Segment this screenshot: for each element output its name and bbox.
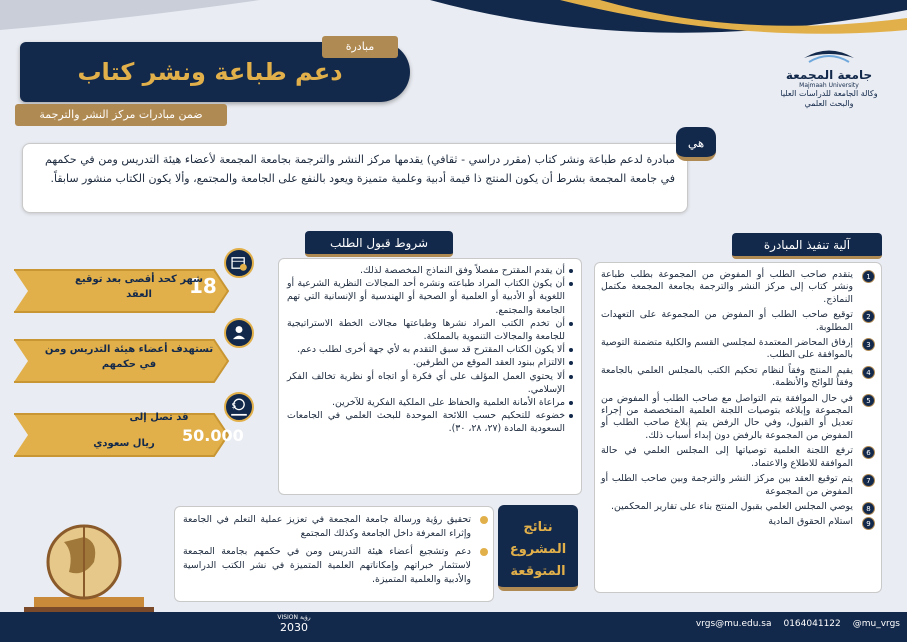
audience-text: تستهدف أعضاء هيئة التدريس ومن في حكمهم — [44, 344, 214, 370]
conditions-box — [278, 258, 582, 495]
step-text: يتم توقيع العقد بين مركز النشر والترجمة وبين صاحب الطلب أو المفوض من المجموعة — [601, 473, 853, 497]
page-subtitle: ضمن مبادرات مركز النشر والترجمة — [15, 104, 227, 126]
vision-2030-logo — [268, 613, 320, 639]
university-logo — [769, 38, 889, 109]
conditions-heading: شروط قبول الطلب — [305, 231, 453, 257]
mechanism-step — [601, 445, 871, 470]
outcomes-badge-line2: المشروع — [509, 542, 567, 557]
duration-text: شهر كحد أقصى بعد توقيع العقد — [75, 274, 203, 300]
outcome-text: تحقيق رؤية ورسالة جامعة المجمعة في تعزيز عملية التعلم في الجامعة وإثراء المعرفة داخل الجامعة وكذلك المجتمع — [183, 514, 471, 539]
outcomes-badge-line1: نتائج — [523, 520, 553, 535]
vision-label: VISION رؤية — [277, 614, 311, 621]
condition-item: خضوعه للتحكيم حسب اللائحة الموحدة للبحث العلمي في الجامعات السعودية المادة (٢٧، ٢٨، ٣٠). — [287, 409, 573, 435]
outcome-item — [183, 513, 471, 541]
step-text: يقيم المنتج وفقاً لنظام تحكيم الكتب بالمجلس العلمي بالجامعة وفقاً للوائح والأنظمة. — [601, 364, 853, 389]
condition-item: أن يقدم المقترح مفصلاً وفق النماذج المخصصة لذلك. — [287, 264, 573, 277]
mechanism-step — [601, 364, 871, 390]
step-text: إرفاق المحاضر المعتمدة لمجلسي القسم والكلية متضمنة التوصية بالموافقة على الطلب. — [601, 337, 853, 361]
mechanism-step — [601, 392, 871, 443]
intro-box: مبادرة لدعم طباعة ونشر كتاب (مقرر دراسي - ثقافي) يقدمها مركز النشر والترجمة بجامعة المجمعة لأعضاء هيئة التدريس ومن في حكمهم في جامعة المجمعة بشرط أن يكون المنتج ذا قيمة أدبية وعلمية متميزة ويعود بالنفع على الجامعة والمجتمع، وألا يكون الكتاب منشور سابقاً. — [22, 143, 688, 213]
footer-phone[interactable]: 0164041122 — [783, 619, 841, 629]
logo-sub1: وكالة الجامعة للدراسات العليا — [780, 89, 878, 98]
step-text: استلام الحقوق المادية — [768, 516, 853, 528]
step-number: 4 — [862, 366, 875, 379]
footer-twitter[interactable]: @mu_vrgs — [852, 619, 900, 629]
step-number: 9 — [862, 517, 875, 530]
duration-value: 18 — [189, 274, 217, 298]
highlight-duration — [14, 266, 252, 316]
initiative-tag: مبادرة — [322, 36, 398, 58]
condition-item: ألا يحتوي العمل المؤلف على أي فكرة أو اتجاه أو نظرية تخالف الفكر الإسلامي. — [287, 370, 573, 396]
check-icon — [479, 515, 489, 525]
highlight-audience — [14, 336, 252, 386]
step-number: 1 — [862, 270, 875, 283]
outcomes-box — [174, 506, 494, 602]
logo-name-ar: جامعة المجمعة — [785, 68, 873, 82]
audience-icon — [224, 318, 254, 348]
amount-top-text: قد تصل إلى — [129, 412, 189, 423]
mechanism-step — [601, 473, 871, 498]
condition-item: أن تخدم الكتب المراد نشرها وطباعتها مجالات الخطة الاستراتيجية للجامعة والمجالات التنموية بالمملكة. — [287, 317, 573, 343]
check-icon — [479, 547, 489, 557]
outcomes-badge-line3: المتوقعة — [510, 564, 566, 579]
logo-sub2: والبحث العلمي — [804, 99, 854, 108]
mechanism-heading: آلية تنفيذ المبادرة — [732, 233, 882, 259]
amount-unit: ريال سعودي — [93, 438, 155, 449]
step-text: يوصي المجلس العلمي بقبول المنتج بناء على تقارير المحكمين. — [610, 500, 853, 512]
mechanism-step — [601, 516, 871, 529]
calendar-icon — [224, 248, 254, 278]
intro-badge: هي — [676, 127, 716, 161]
footer-contacts — [560, 619, 900, 629]
highlight-amount — [14, 400, 252, 460]
page-title: دعم طباعة ونشر كتاب — [77, 58, 343, 86]
mechanism-box — [594, 262, 882, 593]
condition-item: ألا يكون الكتاب المقترح قد سبق التقدم به لأي جهة أخرى لطلب دعم. — [287, 343, 573, 356]
footer-email[interactable]: vrgs@mu.edu.sa — [695, 619, 772, 629]
condition-item: الالتزام ببنود العقد الموقع من الطرفين. — [287, 356, 573, 369]
mechanism-step — [601, 500, 871, 513]
conditions-list — [287, 264, 573, 436]
step-text: في حال الموافقة يتم التواصل مع صاحب الطلب أو المفوض من المجموعة وإبلاغه بتوصيات اللجنة العلمية المتخصصة من إجراء تعديل أو القبول، وفي حال الرفض يتم إبلاغ صاحب الطلب أو المفوض من المجموعة بالرفض دون إبداء أسباب ذلك. — [601, 392, 853, 441]
outcome-item — [183, 545, 471, 587]
step-number: 8 — [862, 502, 875, 515]
mechanism-step — [601, 269, 871, 306]
condition-item: أن يكون الكتاب المراد طباعته ونشره أحد المجالات النظرية الشرعية أو اللغوية أو الأدبية أو العلمية أو الصحية أو الهندسية أو الإنسانية التي تهم الجامعة والمجتمع. — [287, 277, 573, 317]
step-text: توقيع صاحب الطلب أو المفوض من المجموعة على التعهدات المطلوبة. — [601, 309, 853, 333]
svg-text:$: $ — [231, 400, 237, 410]
step-text: يتقدم صاحب الطلب أو المفوض من المجموعة بطلب طباعة ونشر كتاب إلى مركز النشر والترجمة بجامعة المجمعة مكتمل النماذج. — [601, 269, 853, 305]
condition-item: مراعاة الأمانة العلمية والحفاظ على الملكية الفكرية للآخرين. — [287, 396, 573, 409]
money-icon — [224, 392, 254, 422]
step-number: 5 — [862, 394, 875, 407]
step-number: 6 — [862, 446, 875, 459]
amount-value: 50.000 — [182, 426, 244, 445]
vision-year: 2030 — [280, 621, 308, 634]
step-number: 3 — [862, 338, 875, 351]
step-number: 7 — [862, 474, 875, 487]
step-text: ترفع اللجنة العلمية توصياتها إلى المجلس العلمي في حالة الموافقة للاطلاع والاعتماد. — [601, 445, 853, 469]
outcome-text: دعم وتشجيع أعضاء هيئة التدريس ومن في حكمهم بجامعة المجمعة لاستثمار خبراتهم وإمكاناتهم العلمية المتميزة في نشر الكتب الدراسية والأدبية والعلمية المتميزة. — [183, 546, 471, 585]
book-logo-icon — [799, 38, 859, 64]
mechanism-step — [601, 309, 871, 334]
outcomes-badge — [498, 505, 578, 591]
logo-name-en: Majmaah University — [799, 82, 859, 89]
step-number: 2 — [862, 310, 875, 323]
mechanism-step — [601, 337, 871, 362]
